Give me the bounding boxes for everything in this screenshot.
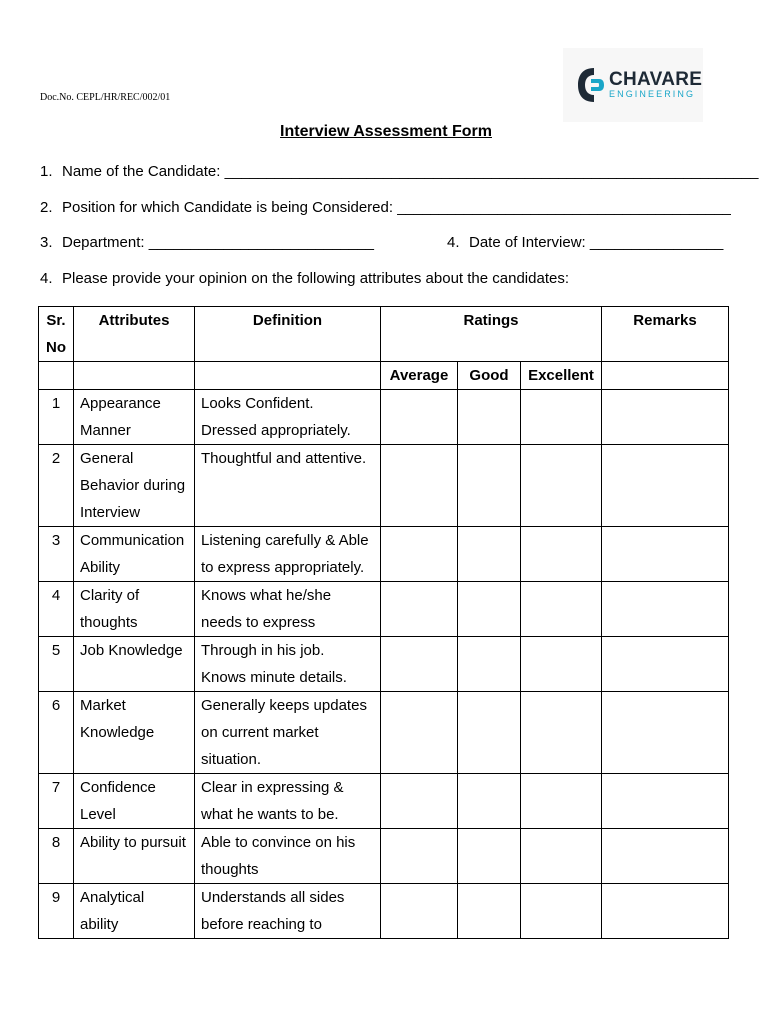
candidate-name-field[interactable] xyxy=(40,163,759,180)
attribute-text: Clarity of xyxy=(80,587,140,604)
definition-text: Knows minute details. xyxy=(201,669,347,686)
sr-no-cell: 7 xyxy=(39,774,74,829)
good-rating-cell[interactable] xyxy=(458,390,521,445)
definition-text: what he wants to be. xyxy=(201,806,339,823)
excellent-header: Excellent xyxy=(521,362,602,390)
definition-text: situation. xyxy=(201,751,262,768)
definition-text: Able to convince on his xyxy=(201,834,356,851)
good-rating-cell[interactable] xyxy=(458,527,521,582)
attribute-cell xyxy=(74,884,195,939)
department-field[interactable] xyxy=(40,234,374,251)
definition-text: thoughts xyxy=(201,861,259,878)
attribute-text: ability xyxy=(80,916,119,933)
table-row xyxy=(39,692,729,774)
table-subheader-row xyxy=(39,362,729,390)
sr-no-cell: 9 xyxy=(39,884,74,939)
remarks-cell[interactable] xyxy=(602,582,729,637)
definition-text: Clear in expressing & xyxy=(201,779,344,796)
company-logo xyxy=(563,48,703,122)
attribute-text: Communication xyxy=(80,532,185,549)
attribute-text: Knowledge xyxy=(80,724,155,741)
definition-cell xyxy=(195,445,381,527)
good-rating-cell[interactable] xyxy=(458,445,521,527)
attributes-header: Attributes xyxy=(74,307,195,362)
definition-text: Understands all sides xyxy=(201,889,345,906)
attribute-cell xyxy=(74,829,195,884)
excellent-rating-cell[interactable] xyxy=(521,774,602,829)
definition-cell xyxy=(195,829,381,884)
table-row xyxy=(39,390,729,445)
average-rating-cell[interactable] xyxy=(381,445,458,527)
attribute-cell xyxy=(74,692,195,774)
average-rating-cell[interactable] xyxy=(381,774,458,829)
attribute-text: thoughts xyxy=(80,614,138,631)
definition-cell xyxy=(195,692,381,774)
excellent-rating-cell[interactable] xyxy=(521,582,602,637)
attribute-cell xyxy=(74,637,195,692)
average-rating-cell[interactable] xyxy=(381,829,458,884)
remarks-cell[interactable] xyxy=(602,774,729,829)
field-number: 1. xyxy=(40,163,53,180)
logo-mark-icon xyxy=(577,66,605,104)
definition-text: on current market xyxy=(201,724,319,741)
definition-text: Knows what he/she xyxy=(201,587,332,604)
excellent-rating-cell[interactable] xyxy=(521,692,602,774)
definition-cell xyxy=(195,527,381,582)
good-rating-cell[interactable] xyxy=(458,637,521,692)
position-field[interactable] xyxy=(40,199,731,216)
average-rating-cell[interactable] xyxy=(381,390,458,445)
definition-text: Thoughtful and attentive. xyxy=(201,450,367,467)
average-rating-cell[interactable] xyxy=(381,637,458,692)
sr-no-cell: 3 xyxy=(39,527,74,582)
excellent-rating-cell[interactable] xyxy=(521,637,602,692)
opinion-instruction xyxy=(40,270,569,287)
sr-no-cell: 1 xyxy=(39,390,74,445)
excellent-rating-cell[interactable] xyxy=(521,829,602,884)
empty-cell xyxy=(602,362,729,390)
field-number: 2. xyxy=(40,199,53,216)
remarks-cell[interactable] xyxy=(602,390,729,445)
attribute-cell xyxy=(74,390,195,445)
good-rating-cell[interactable] xyxy=(458,692,521,774)
table-row xyxy=(39,884,729,939)
excellent-rating-cell[interactable] xyxy=(521,884,602,939)
attribute-cell xyxy=(74,527,195,582)
attribute-text: Confidence xyxy=(80,779,156,796)
good-rating-cell[interactable] xyxy=(458,884,521,939)
definition-text: Looks Confident. xyxy=(201,395,314,412)
attribute-text: General xyxy=(80,450,134,467)
remarks-cell[interactable] xyxy=(602,692,729,774)
remarks-cell[interactable] xyxy=(602,445,729,527)
interview-date-field[interactable] xyxy=(447,234,723,251)
table-row xyxy=(39,829,729,884)
document-number: Doc.No. CEPL/HR/REC/002/01 xyxy=(40,92,171,103)
table-row xyxy=(39,582,729,637)
attribute-text: Job Knowledge xyxy=(80,642,183,659)
assessment-table xyxy=(38,306,729,939)
table-row xyxy=(39,445,729,527)
attribute-text: Manner xyxy=(80,422,131,439)
attribute-text: Market xyxy=(80,697,126,714)
table-row xyxy=(39,527,729,582)
logo-sub-text: ENGINEERING xyxy=(609,89,696,99)
average-rating-cell[interactable] xyxy=(381,884,458,939)
field-label: Department: ___________________________ xyxy=(62,234,374,251)
remarks-cell[interactable] xyxy=(602,527,729,582)
definition-text: Generally keeps updates xyxy=(201,697,367,714)
definition-cell xyxy=(195,774,381,829)
good-rating-cell[interactable] xyxy=(458,829,521,884)
field-number: 4. xyxy=(40,270,53,287)
average-rating-cell[interactable] xyxy=(381,582,458,637)
definition-cell xyxy=(195,637,381,692)
empty-cell xyxy=(39,362,74,390)
definition-text: Through in his job. xyxy=(201,642,325,659)
field-label: Position for which Candidate is being Considered: ________________________________________ xyxy=(62,199,731,216)
sr-no-cell: 6 xyxy=(39,692,74,774)
attribute-cell xyxy=(74,445,195,527)
attribute-text: Level xyxy=(80,806,116,823)
average-header: Average xyxy=(381,362,458,390)
sr-no-header: Sr. No xyxy=(39,307,74,362)
good-rating-cell[interactable] xyxy=(458,582,521,637)
good-rating-cell[interactable] xyxy=(458,774,521,829)
attribute-text: Ability xyxy=(80,559,121,576)
excellent-rating-cell[interactable] xyxy=(521,527,602,582)
field-label: Date of Interview: ________________ xyxy=(469,234,724,251)
logo-brand-text: CHAVARE xyxy=(609,69,703,90)
remarks-cell[interactable] xyxy=(602,884,729,939)
average-rating-cell[interactable] xyxy=(381,692,458,774)
excellent-rating-cell[interactable] xyxy=(521,390,602,445)
table-row xyxy=(39,774,729,829)
ratings-header: Ratings xyxy=(381,307,602,362)
attribute-cell xyxy=(74,774,195,829)
empty-cell xyxy=(74,362,195,390)
field-label: Name of the Candidate: ________________________________________________________________ xyxy=(62,163,759,180)
table-row xyxy=(39,637,729,692)
attribute-text: Behavior during xyxy=(80,477,186,494)
average-rating-cell[interactable] xyxy=(381,527,458,582)
attribute-text: Ability to pursuit xyxy=(80,834,186,851)
definition-text: Listening carefully & Able xyxy=(201,532,369,549)
attribute-text: Interview xyxy=(80,504,141,521)
remarks-cell[interactable] xyxy=(602,829,729,884)
sr-no-cell: 8 xyxy=(39,829,74,884)
remarks-cell[interactable] xyxy=(602,637,729,692)
attribute-text: Appearance xyxy=(80,395,161,412)
remarks-header: Remarks xyxy=(602,307,729,362)
definition-cell xyxy=(195,390,381,445)
definition-header: Definition xyxy=(195,307,381,362)
sr-no-cell: 5 xyxy=(39,637,74,692)
field-label: Please provide your opinion on the following attributes about the candidates: xyxy=(62,270,570,287)
field-number: 3. xyxy=(40,234,53,251)
definition-text: Dressed appropriately. xyxy=(201,422,351,439)
attribute-text: Analytical xyxy=(80,889,145,906)
definition-text: to express appropriately. xyxy=(201,559,365,576)
sr-no-cell: 2 xyxy=(39,445,74,527)
good-header: Good xyxy=(458,362,521,390)
empty-cell xyxy=(195,362,381,390)
attribute-cell xyxy=(74,582,195,637)
definition-cell xyxy=(195,884,381,939)
table-header-row xyxy=(39,307,729,362)
definition-cell xyxy=(195,582,381,637)
definition-text: before reaching to xyxy=(201,916,322,933)
definition-text: needs to express xyxy=(201,614,316,631)
sr-no-cell: 4 xyxy=(39,582,74,637)
excellent-rating-cell[interactable] xyxy=(521,445,602,527)
field-number: 4. xyxy=(447,234,460,251)
form-title: Interview Assessment Form xyxy=(280,123,492,140)
